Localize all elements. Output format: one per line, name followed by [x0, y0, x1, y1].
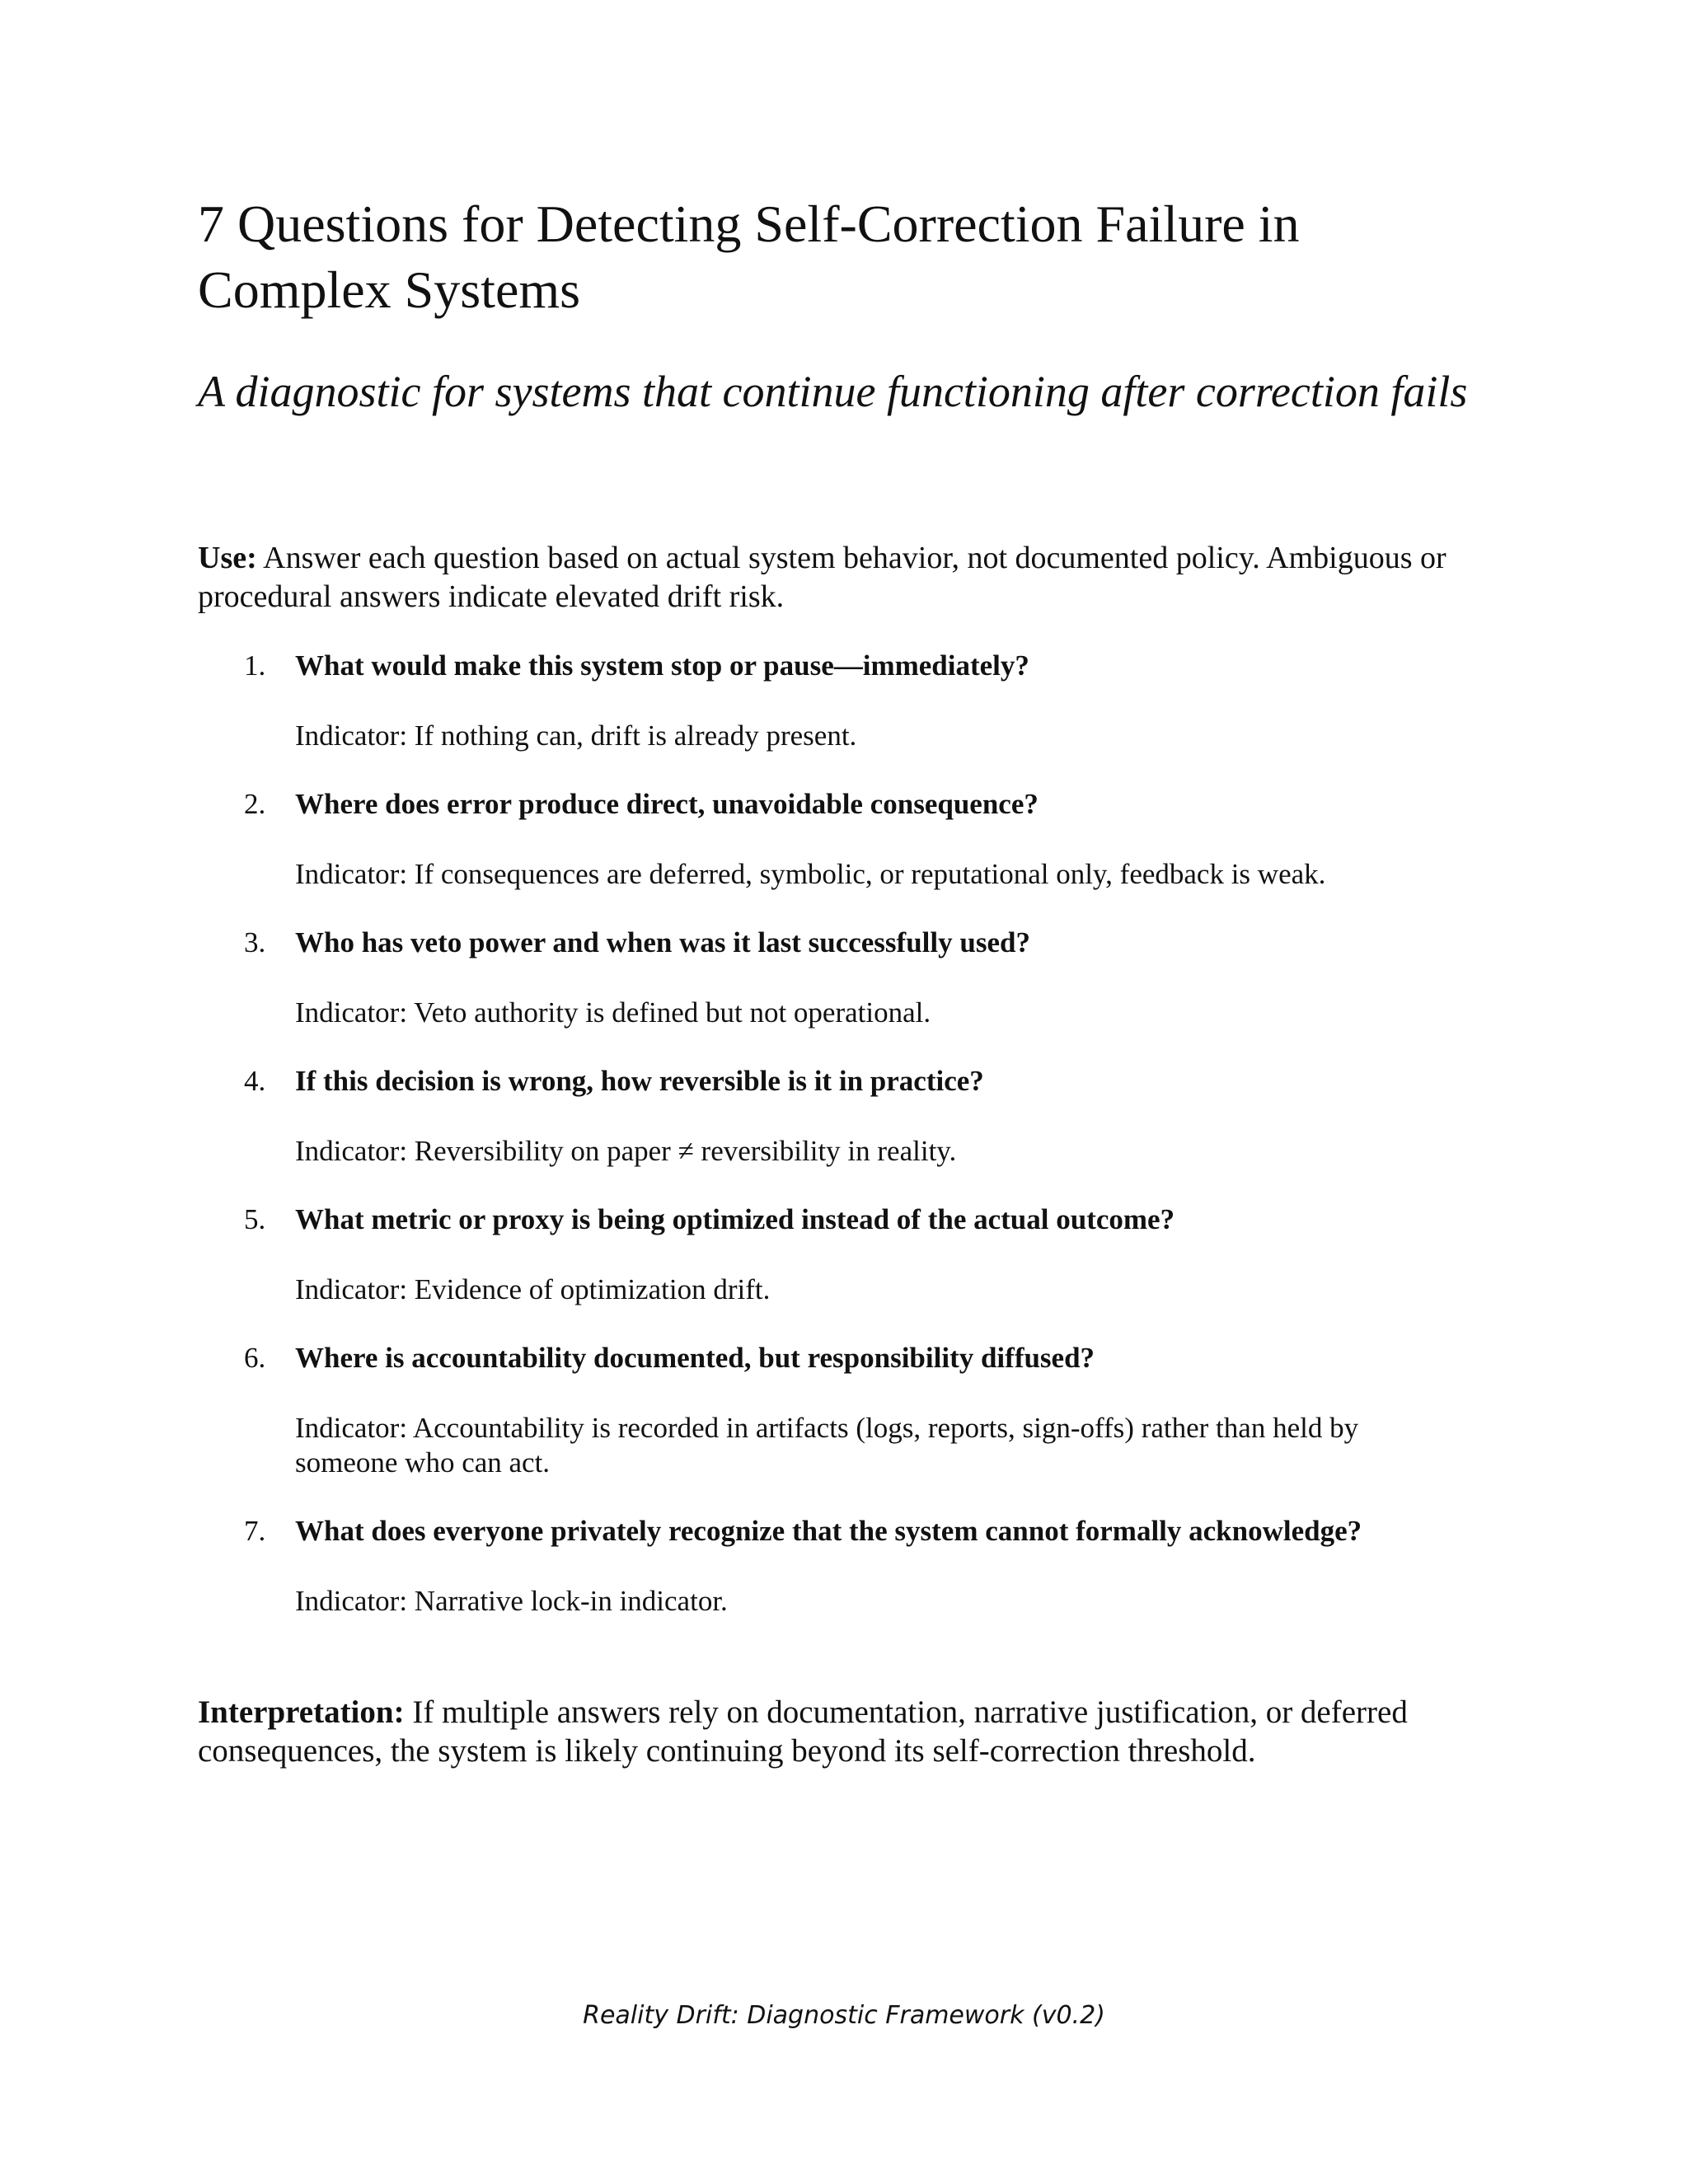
document-subtitle: A diagnostic for systems that continue functioning after correction fails: [198, 367, 1468, 416]
question-number: 3.: [244, 926, 266, 958]
question-indicator: Indicator: If nothing can, drift is already present.: [295, 719, 857, 752]
document-title: 7 Questions for Detecting Self-Correction Failure in Complex Systems: [198, 194, 1300, 319]
question-text: Who has veto power and when was it last successfully used?: [295, 926, 1030, 958]
question-indicator: Indicator: Accountability is recorded in artifacts (logs, reports, sign-offs) rather than held by someone who can act.: [295, 1412, 1359, 1479]
use-label: Use:: [198, 541, 257, 575]
page-footer: Reality Drift: Diagnostic Framework (v0.2): [583, 2001, 1105, 2030]
use-text: Answer each question based on actual system behavior, not documented policy. Ambiguous or procedural answers indicate elevated drift risk.: [198, 541, 1447, 614]
question-indicator: Indicator: Evidence of optimization drift.: [295, 1273, 771, 1305]
question-indicator: Indicator: If consequences are deferred, symbolic, or reputational only, feedback is weak.: [295, 858, 1326, 890]
question-text: What does everyone privately recognize that the system cannot formally acknowledge?: [295, 1515, 1362, 1547]
question-text: Where does error produce direct, unavoidable consequence?: [295, 788, 1039, 820]
question-indicator: Indicator: Reversibility on paper ≠ reversibility in reality.: [295, 1135, 957, 1167]
use-instructions: [198, 539, 1500, 616]
interpretation-label: Interpretation:: [198, 1694, 405, 1730]
interpretation: [198, 1693, 1500, 1770]
question-number: 7.: [244, 1515, 266, 1547]
interpretation-text: If multiple answers rely on documentation, narrative justification, or deferred consequences, the system is likely continuing beyond its self-correction threshold.: [198, 1694, 1408, 1769]
question-number: 6.: [244, 1342, 266, 1374]
question-text: What metric or proxy is being optimized instead of the actual outcome?: [295, 1203, 1175, 1235]
question-text: What would make this system stop or pause—immediately?: [295, 649, 1029, 682]
question-number: 2.: [244, 788, 266, 820]
question-number: 5.: [244, 1203, 266, 1235]
question-text: If this decision is wrong, how reversible is it in practice?: [295, 1065, 984, 1097]
question-number: 4.: [244, 1065, 266, 1097]
question-indicator: Indicator: Narrative lock-in indicator.: [295, 1585, 728, 1617]
question-indicator: Indicator: Veto authority is defined but not operational.: [295, 996, 931, 1029]
question-text: Where is accountability documented, but responsibility diffused?: [295, 1342, 1095, 1374]
question-number: 1.: [244, 649, 266, 682]
